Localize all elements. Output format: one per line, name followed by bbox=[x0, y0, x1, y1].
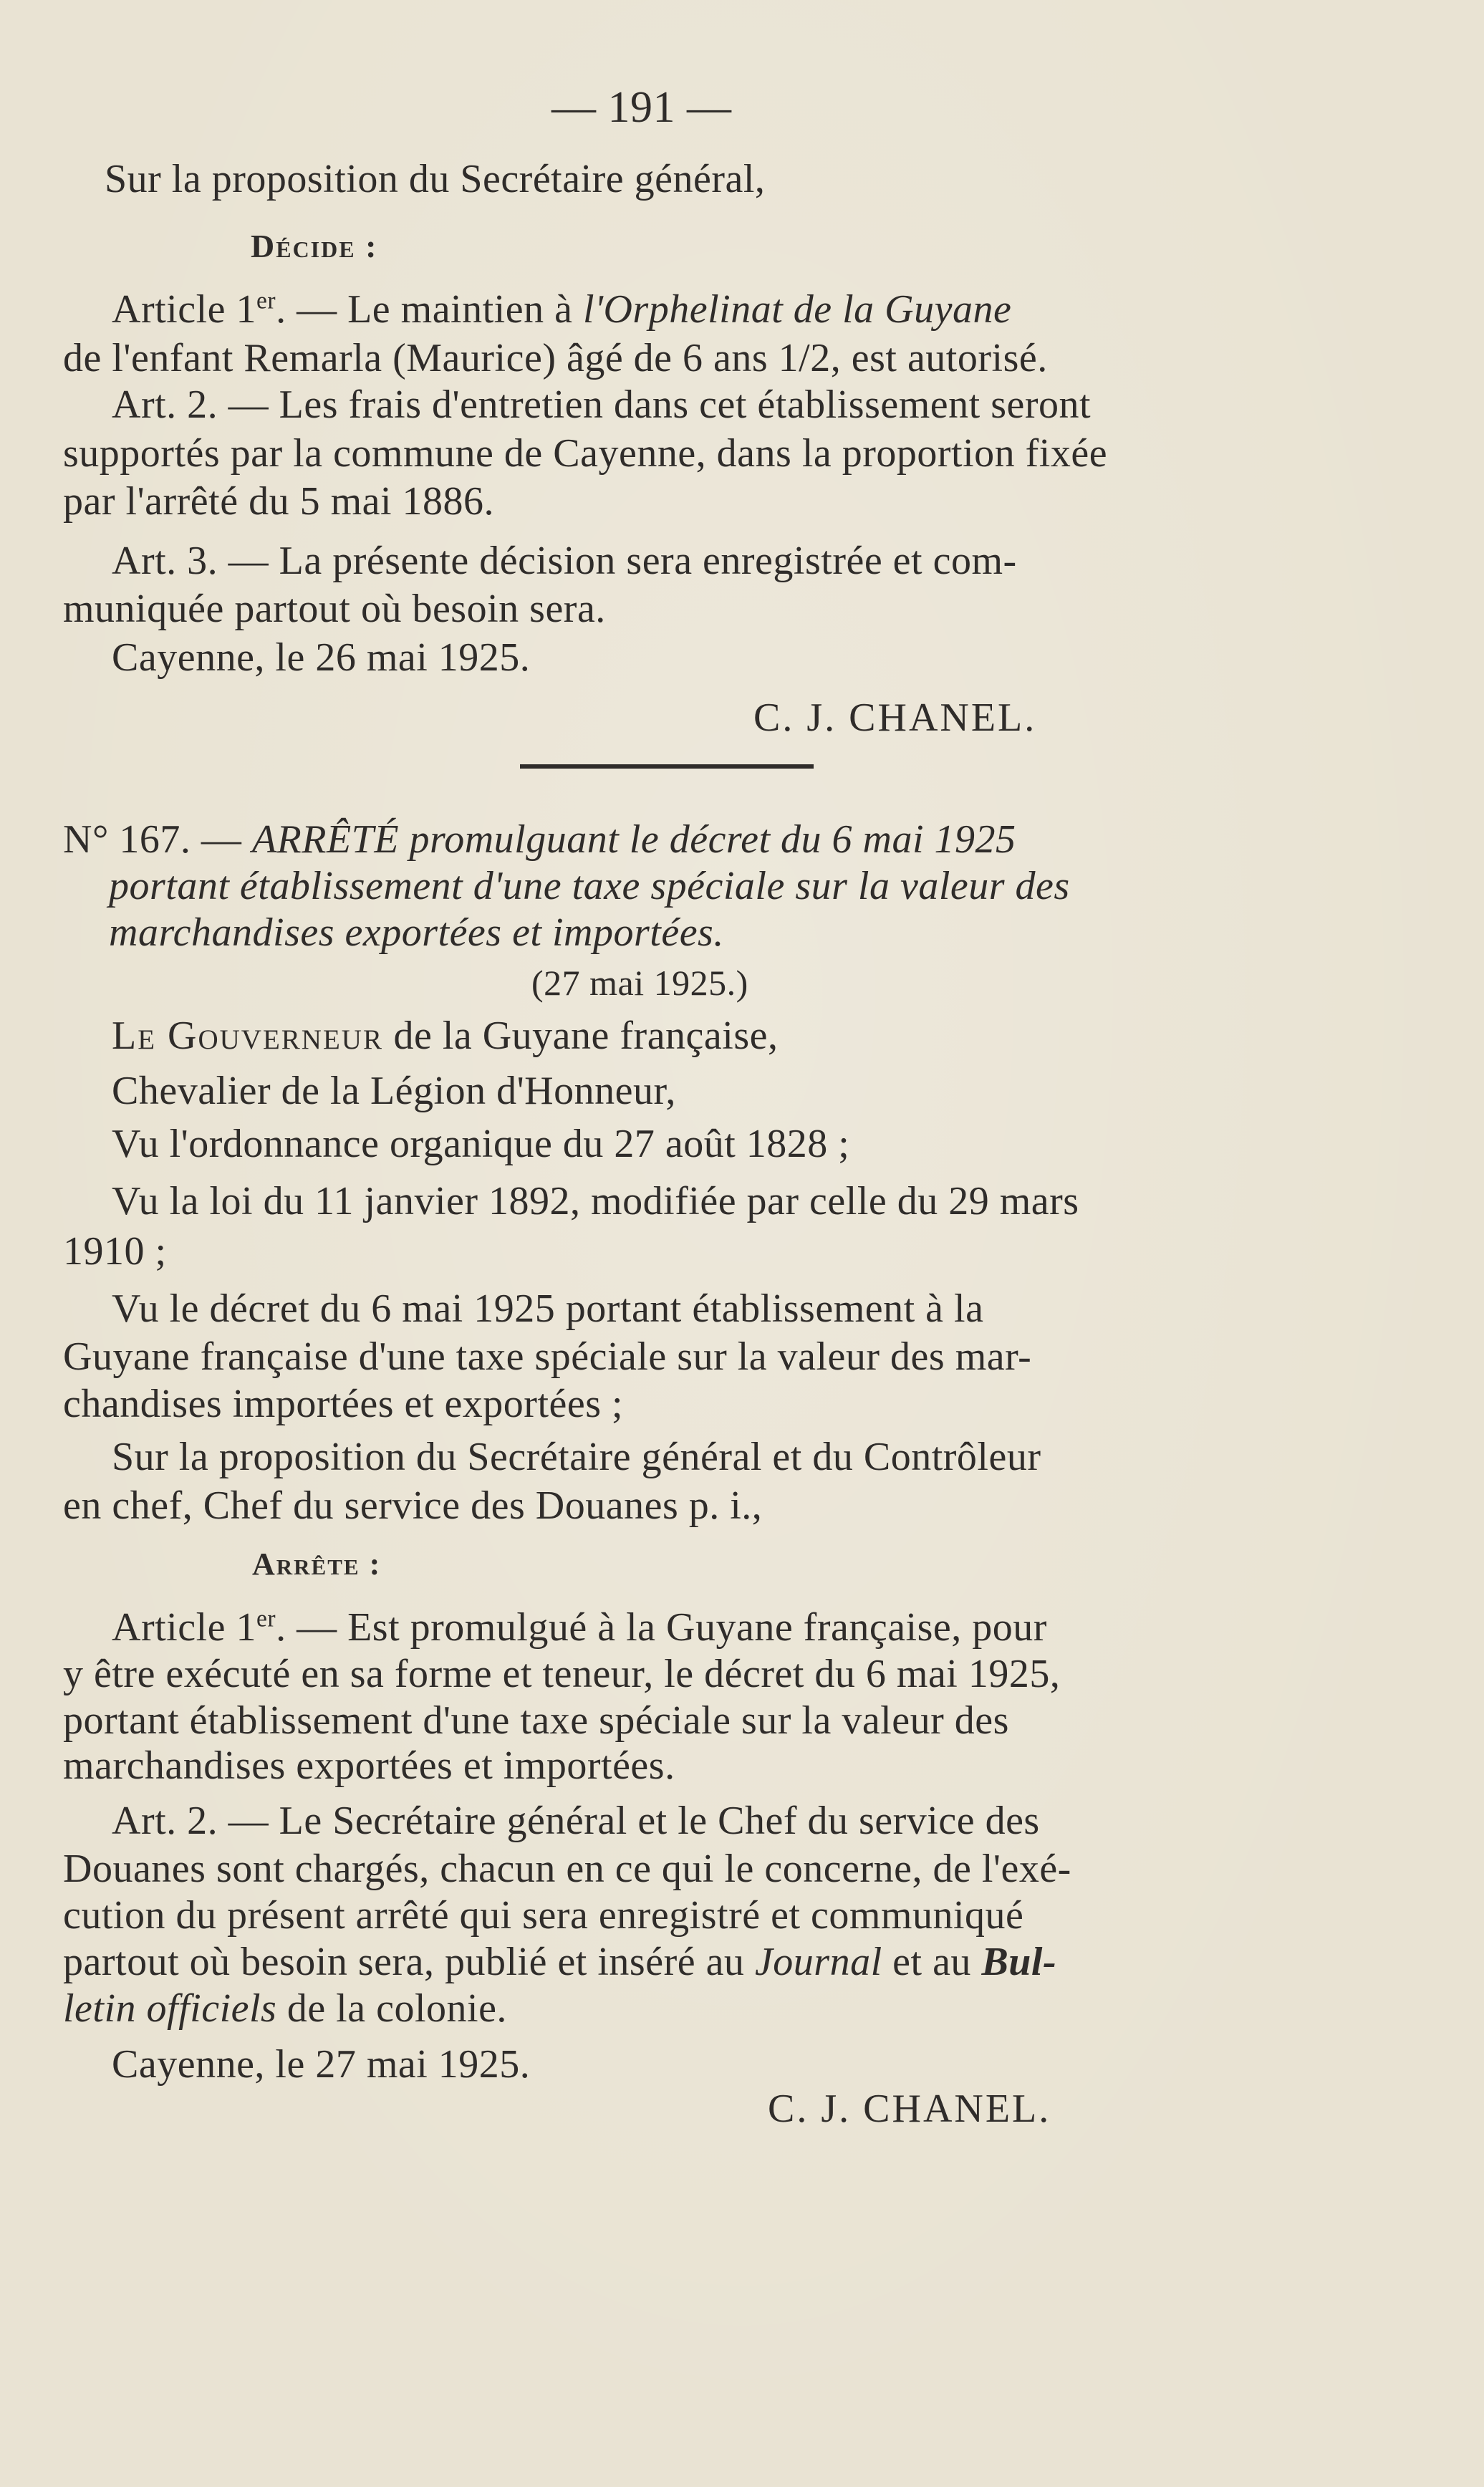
arrete-a1-text: . — Est promulgué à la Guyane française, pour bbox=[276, 1605, 1047, 1650]
decision-article-1 bbox=[112, 287, 1011, 332]
arrete-article-1-line4: marchandises exportées et importées. bbox=[63, 1743, 675, 1788]
decision-art1-text: . — Le maintien à bbox=[276, 287, 583, 332]
arrete-article-2-line2: Douanes sont chargés, chacun en ce qui le concerne, de l'exé- bbox=[63, 1847, 1071, 1891]
decision-art1-italic: l'Orphelinat de la Guyane bbox=[582, 287, 1012, 332]
arrete-title-line1 bbox=[63, 817, 1016, 862]
arrete-signature: C. J. CHANEL. bbox=[768, 2087, 1051, 2131]
arrete-governor bbox=[112, 1013, 778, 1059]
page-number: — 191 — bbox=[551, 83, 732, 132]
arrete-sur-line2: en chef, Chef du service des Douanes p. i., bbox=[63, 1483, 763, 1528]
arrete-vu-1: Vu l'ordonnance organique du 27 août 1828 ; bbox=[112, 1122, 850, 1166]
decision-article-3-line1: Art. 3. — La présente décision sera enregistrée et com- bbox=[112, 539, 1017, 583]
arrete-a2-l4-text: partout où besoin sera, publié et inséré au bbox=[63, 1940, 755, 1984]
separator-rule bbox=[520, 764, 814, 769]
arrete-vu-3-line1: Vu le décret du 6 mai 1925 portant établissement à la bbox=[112, 1286, 984, 1331]
arrete-a2-l5-text: de la colonie. bbox=[276, 1986, 507, 2031]
arrete-title-line2: portant établissement d'une taxe spéciale sur la valeur des bbox=[109, 864, 1070, 908]
decision-date: Cayenne, le 26 mai 1925. bbox=[112, 635, 531, 680]
decision-intro: Sur la proposition du Secrétaire général, bbox=[105, 157, 766, 201]
arrete-article-2-line1: Art. 2. — Le Secrétaire général et le Chef du service des bbox=[112, 1799, 1040, 1843]
decision-art1-label: Article 1 bbox=[112, 287, 256, 332]
arrete-date: (27 mai 1925.) bbox=[531, 963, 748, 1003]
decision-decide-label: Décide : bbox=[251, 228, 378, 264]
decision-art1-sup: er bbox=[256, 287, 276, 314]
arrete-governor-title: Le Gouverneur bbox=[112, 1014, 383, 1058]
arrete-article-1-line3: portant établissement d'une taxe spéciale sur la valeur des bbox=[63, 1698, 1009, 1743]
arrete-chevalier: Chevalier de la Légion d'Honneur, bbox=[112, 1069, 676, 1113]
decision-article-1-line2: de l'enfant Remarla (Maurice) âgé de 6 ans 1/2, est autorisé. bbox=[63, 336, 1048, 380]
arrete-vu-3-line3: chandises importées et exportées ; bbox=[63, 1382, 624, 1426]
arrete-a2-bulletin-end: letin officiels bbox=[63, 1986, 277, 2031]
arrete-a1-sup: er bbox=[256, 1605, 276, 1632]
arrete-title-text: ARRÊTÉ promulguant le décret du 6 mai 1925 bbox=[251, 817, 1016, 862]
arrete-vu-2-line1: Vu la loi du 11 janvier 1892, modifiée par celle du 29 mars bbox=[112, 1179, 1079, 1223]
arrete-governor-rest: de la Guyane française, bbox=[382, 1014, 779, 1058]
arrete-article-1-line2: y être exécuté en sa forme et teneur, le décret du 6 mai 1925, bbox=[63, 1652, 1061, 1696]
arrete-a2-journal: Journal bbox=[754, 1940, 882, 1984]
decision-article-3-line2: muniquée partout où besoin sera. bbox=[63, 587, 606, 631]
arrete-vu-2-line2: 1910 ; bbox=[63, 1229, 167, 1274]
arrete-article-2-line5 bbox=[63, 1986, 507, 2031]
arrete-title-line3: marchandises exportées et importées. bbox=[109, 910, 724, 955]
arrete-vu-3-line2: Guyane française d'une taxe spéciale sur la valeur des mar- bbox=[63, 1334, 1032, 1379]
arrete-article-2-line3: cution du présent arrêté qui sera enregistré et communiqué bbox=[63, 1893, 1024, 1938]
decision-article-2-line1: Art. 2. — Les frais d'entretien dans cet établissement seront bbox=[112, 383, 1092, 427]
decision-signature: C. J. CHANEL. bbox=[753, 696, 1037, 740]
decision-article-2-line3: par l'arrêté du 5 mai 1886. bbox=[63, 479, 495, 524]
arrete-a2-l4-mid: et au bbox=[882, 1940, 982, 1984]
arrete-a2-bulletin-start: Bul- bbox=[981, 1940, 1057, 1984]
arrete-article-1-line1 bbox=[112, 1605, 1047, 1650]
arrete-number: N° 167. — bbox=[63, 817, 252, 862]
arrete-closing-date: Cayenne, le 27 mai 1925. bbox=[112, 2042, 531, 2087]
arrete-article-2-line4 bbox=[63, 1939, 1056, 1985]
arrete-a1-label: Article 1 bbox=[112, 1605, 256, 1650]
decision-article-2-line2: supportés par la commune de Cayenne, dans la proportion fixée bbox=[63, 431, 1108, 476]
arrete-arrete-label: Arrête : bbox=[252, 1546, 382, 1582]
arrete-sur-line1: Sur la proposition du Secrétaire général et du Contrôleur bbox=[112, 1435, 1041, 1479]
